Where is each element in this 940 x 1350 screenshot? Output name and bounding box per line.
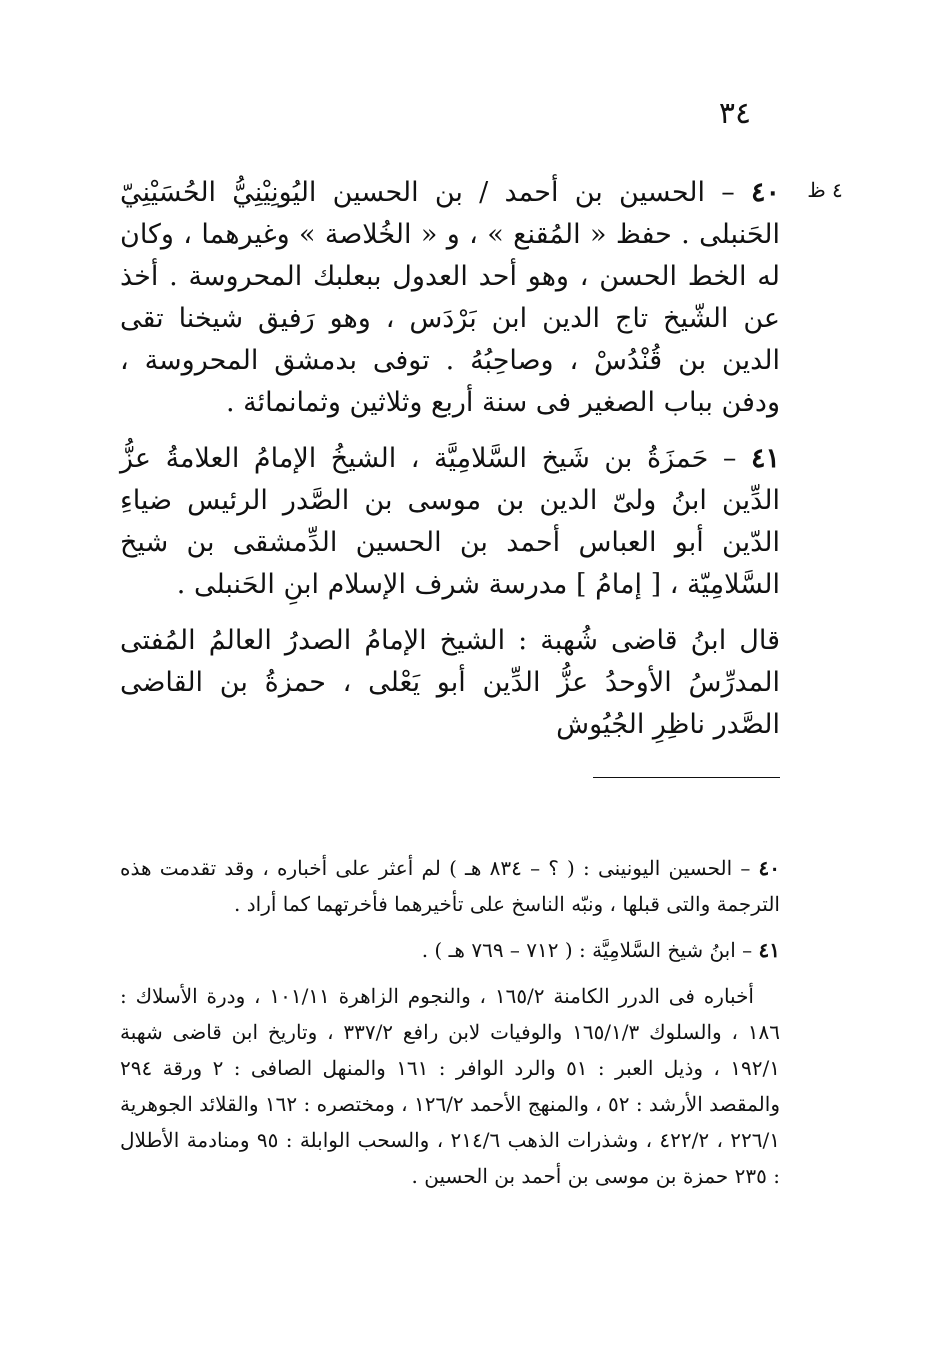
entry-number: ٤٠ [750, 177, 780, 208]
footnote-number: ٤١ [758, 938, 780, 962]
entry-40 [120, 172, 780, 424]
page-number: ٣٤ [718, 96, 752, 131]
entry-number: ٤١ [750, 443, 780, 474]
footnote-sources: أخباره فى الدرر الكامنة ١٦٥/٢ ، والنجوم الزاهرة ١٠١/١١ ، ودرة الأسلاك : ١٨٦ ، والسلوك ١٦٥/١/٣ والوفيات لابن رافع ٣٣٧/٢ ، وتاريخ ابن قاضى شهبة ١٩٢/١ ، وذيل العبر : ٥١ والرد الوافر : ١٦١ والمنهل الصافى : ٢ ورقة ٢٩٤ والمقصد الأرشد : ٥٢ ، والمنهج الأحمد ١٢٦/٢ ، ومختصره : ١٦٢ والقلائد الجوهرية ٢٢٦/١ ، ٤٢٢/٢ ، وشذرات الذهب ٢١٤/٦ ، والسحب الوابلة : ٩٥ ومنادمة الأطلال : ٢٣٥ حمزة بن موسى بن أحمد بن الحسين . [120, 984, 781, 1188]
margin-folio-reference: ٤ ظ [807, 178, 843, 202]
footnote-text: – الحسين اليونينى : ( ؟ – ٨٣٤ هـ ) لم أعثر على أخباره ، وقد تقدمت هذه الترجمة والتى قبلها ، ونبّه الناسخ على تأخيرهما فأخرتهما كما أراد . [120, 856, 780, 916]
footnotes [120, 850, 780, 1204]
footnote-text: – ابنُ شيخ السَّلامِيَّة : ( ٧١٢ – ٧٦٩ هـ ) . [421, 938, 759, 962]
footnote-40 [120, 850, 780, 922]
quote-paragraph: قال ابنُ قاضى شُهبة : الشيخ الإمامُ الصدرُ العالمُ المُفتى المدرِّسُ الأوحدُ عزُّ الدِّين أبو يَعْلى ، حمزةُ بن القاضى الصَّدر ناظِرِ الجُيُوش [120, 625, 780, 740]
main-text [120, 172, 780, 760]
entry-text: – حَمزَةُ بن شَيخ السَّلامِيَّة ، الشيخُ الإمامُ العلامةُ عزُّ الدِّين ابنُ ولىّ الدين بن موسى بن الصَّدر الرئيس ضياءِ الدّين أبو العباس أحمد بن الحسين الدِّمشقى بن شيخ السَّلامِيّة ، [ إمامُ ] مدرسة شرف الإسلام ابنِ الحَنبلى . [120, 443, 780, 600]
entry-41 [120, 438, 780, 606]
footnote-separator [593, 777, 780, 778]
footnote-number: ٤٠ [758, 856, 780, 880]
footnote-41 [120, 932, 780, 968]
entry-text: – الحسين بن أحمد / بن الحسين اليُونِيْنِيُّ الحُسَيْنِيّ الحَنبلى . حفظ « المُقنع » ، و « الخُلاصة » وغيرهما ، وكان له الخط الحسن ، وهو أحد العدول ببعلبك المحروسة . أخذ عن الشّيخ تاج الدين ابن بَرْدَس ، وهو رَفيق شيخنا تقى الدين بن قُنْدُسْ ، وصاحِبُهُ . توفى بدمشق المحروسة ، ودفن بباب الصغير فى سنة أربع وثلاثين وثمانمائة . [120, 177, 780, 418]
